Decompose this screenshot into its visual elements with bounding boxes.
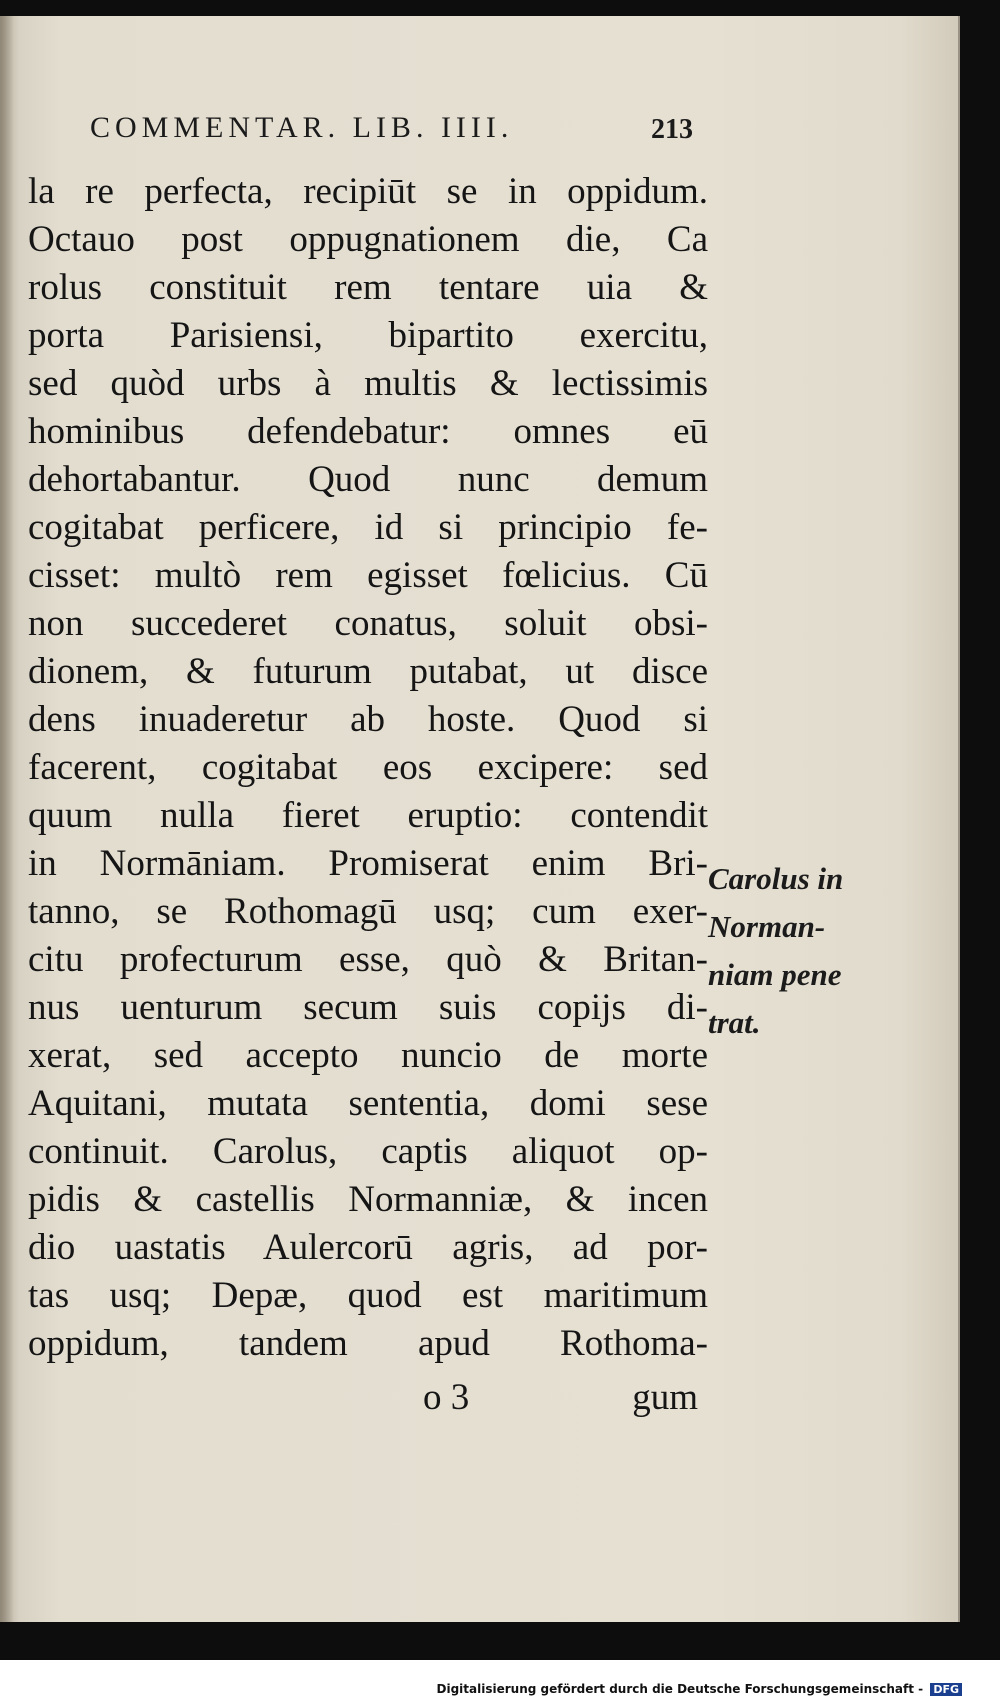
body-text: [28, 168, 708, 1368]
text-line: dehortabantur. Quod nunc demum: [28, 459, 708, 500]
text-line: citu profecturum esse, quò & Britan-: [28, 939, 708, 980]
marginal-note-line: Carolus in: [708, 861, 844, 896]
page-number: 213: [651, 114, 693, 145]
text-line: in Normāniam. Promiserat enim Bri-: [28, 843, 708, 884]
text-line: nus uenturum secum suis copijs di-: [28, 987, 708, 1028]
text-line: sed quòd urbs à multis & lectissimis: [28, 363, 708, 404]
text-line: quum nulla fieret eruptio: contendit: [28, 795, 708, 836]
scan-top-border: [0, 0, 1000, 16]
text-line: Octauo post oppugnationem die, Ca: [28, 219, 708, 260]
marginal-note: [708, 855, 888, 1047]
digitization-credit: [437, 1682, 962, 1696]
text-line: cisset: multò rem egisset fœlicius. Cū: [28, 555, 708, 596]
text-line: hominibus defendebatur: omnes eū: [28, 411, 708, 452]
marginal-note-line: Norman-: [708, 909, 826, 944]
credit-text: Digitalisierung gefördert durch die Deutsche Forschungsgemeinschaft -: [436, 1682, 924, 1696]
text-line: tas usq; Depæ, quod est maritimum: [28, 1275, 708, 1316]
text-line: oppidum, tandem apud Rothoma-: [28, 1323, 708, 1364]
signature-mark: o 3: [423, 1377, 470, 1418]
marginal-note-line: trat.: [708, 1005, 761, 1040]
page-gutter-shadow: [0, 16, 14, 1632]
text-line: dionem, & futurum putabat, ut disce: [28, 651, 708, 692]
text-line: rolus constituit rem tentare uia &: [28, 267, 708, 308]
dfg-logo: DFG: [930, 1683, 962, 1696]
text-line: xerat, sed accepto nuncio de morte: [28, 1035, 708, 1076]
catchword: gum: [632, 1377, 698, 1418]
running-head: COMMENTAR. LIB. IIII.: [90, 111, 514, 144]
text-line: facerent, cogitabat eos excipere: sed: [28, 747, 708, 788]
marginal-note-line: niam pene: [708, 957, 842, 992]
book-page: [0, 16, 960, 1632]
text-line: dio uastatis Aulercorū agris, ad por-: [28, 1227, 708, 1268]
text-line: non succederet conatus, soluit obsi-: [28, 603, 708, 644]
scan-right-border: [956, 0, 1000, 1700]
catchword-line: [28, 1374, 708, 1422]
text-line: la re perfecta, recipiūt se in oppidum.: [28, 171, 708, 212]
text-line: Aquitani, mutata sententia, domi sese: [28, 1083, 708, 1124]
text-line: tanno, se Rothomagū usq; cum exer-: [28, 891, 708, 932]
text-line: porta Parisiensi, bipartito exercitu,: [28, 315, 708, 356]
text-line: dens inuaderetur ab hoste. Quod si: [28, 699, 708, 740]
text-line: cogitabat perficere, id si principio fe-: [28, 507, 708, 548]
text-line: continuit. Carolus, captis aliquot op-: [28, 1131, 708, 1172]
text-line: pidis & castellis Normanniæ, & incen: [28, 1179, 708, 1220]
